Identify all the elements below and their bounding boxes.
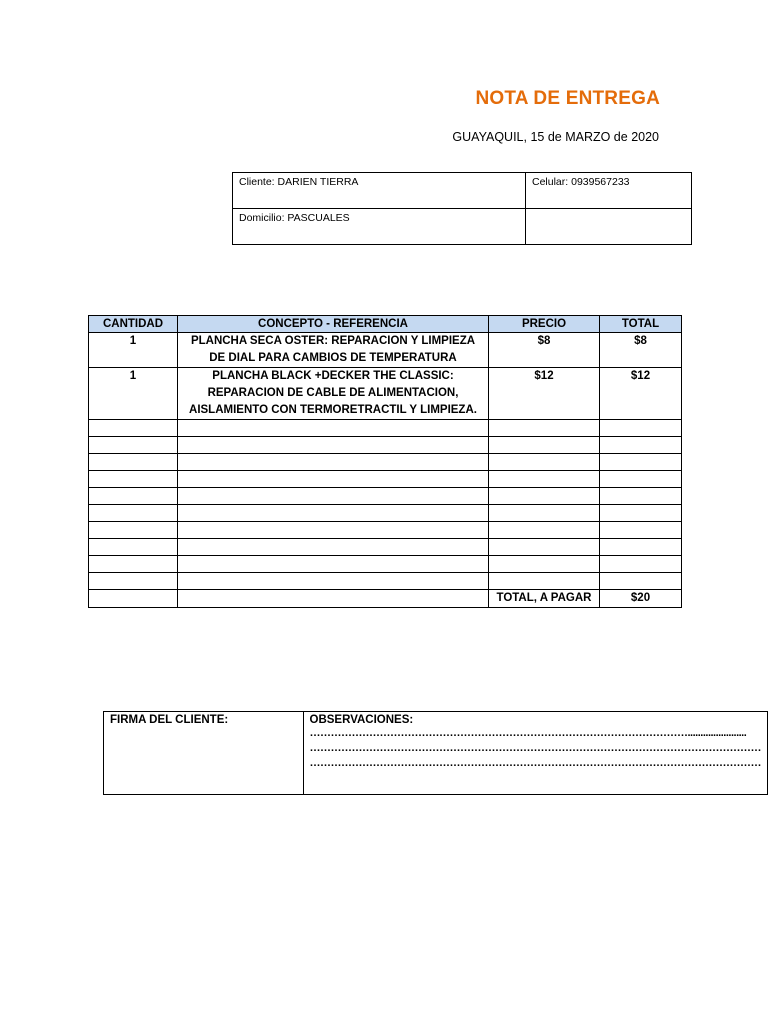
empty-table-row (89, 505, 682, 522)
table-row (89, 368, 682, 420)
row-precio: $12 (489, 368, 600, 420)
items-header-row (89, 316, 682, 333)
empty-cell (89, 437, 178, 454)
empty-cell (489, 556, 600, 573)
empty-table-row (89, 454, 682, 471)
empty-cell (600, 539, 682, 556)
empty-cell (600, 454, 682, 471)
empty-table-row (89, 522, 682, 539)
observation-line: ………………………………………………………………………………………………....................... (309, 727, 747, 739)
empty-cell (489, 522, 600, 539)
empty-cell (600, 573, 682, 590)
header-total: TOTAL (600, 316, 682, 333)
row-concepto: PLANCHA BLACK +DECKER THE CLASSIC: REPARACION DE CABLE DE ALIMENTACION, AISLAMIENTO CON TERMORETRACTIL Y LIMPIEZA. (178, 368, 489, 420)
empty-cell (178, 539, 489, 556)
empty-cell (89, 556, 178, 573)
empty-cell (178, 522, 489, 539)
client-name: Cliente: DARIEN TIERRA (233, 173, 526, 209)
empty-cell (178, 454, 489, 471)
empty-cell (178, 437, 489, 454)
empty-table-row (89, 556, 682, 573)
empty-table-row (89, 471, 682, 488)
table-row (89, 333, 682, 368)
header-precio: PRECIO (489, 316, 600, 333)
empty-cell (89, 420, 178, 437)
client-extra-cell (526, 209, 692, 245)
document-title: NOTA DE ENTREGA (475, 88, 660, 109)
client-phone: Celular: 0939567233 (526, 173, 692, 209)
empty-cell (89, 522, 178, 539)
empty-cell (600, 437, 682, 454)
empty-cell (89, 454, 178, 471)
empty-cell (489, 437, 600, 454)
client-signature-label: FIRMA DEL CLIENTE: (110, 714, 229, 726)
empty-cell (178, 420, 489, 437)
empty-table-row (89, 488, 682, 505)
empty-table-row (89, 420, 682, 437)
client-address: Domicilio: PASCUALES (233, 209, 526, 245)
items-table (88, 315, 682, 608)
empty-cell (489, 573, 600, 590)
empty-cell (489, 488, 600, 505)
empty-table-row (89, 437, 682, 454)
empty-cell (600, 471, 682, 488)
total-row-empty-1 (89, 590, 178, 608)
row-total: $8 (600, 333, 682, 368)
empty-cell (178, 556, 489, 573)
empty-cell (600, 420, 682, 437)
empty-cell (489, 471, 600, 488)
header-cantidad: CANTIDAD (89, 316, 178, 333)
empty-cell (178, 505, 489, 522)
row-cantidad: 1 (89, 333, 178, 368)
empty-cell (600, 522, 682, 539)
row-cantidad: 1 (89, 368, 178, 420)
client-info-box (232, 172, 692, 245)
empty-cell (489, 454, 600, 471)
empty-cell (89, 505, 178, 522)
header-concepto: CONCEPTO - REFERENCIA (178, 316, 489, 333)
observation-line: ………………………………………………………………………………………………………………… (309, 742, 761, 754)
empty-cell (489, 539, 600, 556)
total-value: $20 (600, 590, 682, 608)
empty-cell (89, 471, 178, 488)
observation-line: ………………………………………………………………………………………………………………… (309, 757, 761, 769)
empty-cell (600, 556, 682, 573)
empty-cell (89, 539, 178, 556)
empty-table-row (89, 573, 682, 590)
empty-cell (89, 488, 178, 505)
total-row-empty-2 (178, 590, 489, 608)
observations-label: OBSERVACIONES: (309, 714, 414, 726)
row-concepto: PLANCHA SECA OSTER: REPARACION Y LIMPIEZA DE DIAL PARA CAMBIOS DE TEMPERATURA (178, 333, 489, 368)
empty-cell (600, 505, 682, 522)
empty-table-row (89, 539, 682, 556)
total-row (89, 590, 682, 608)
empty-cell (178, 488, 489, 505)
total-label: TOTAL, A PAGAR (489, 590, 600, 608)
empty-cell (178, 573, 489, 590)
row-precio: $8 (489, 333, 600, 368)
empty-cell (89, 573, 178, 590)
empty-cell (600, 488, 682, 505)
row-total: $12 (600, 368, 682, 420)
empty-cell (178, 471, 489, 488)
empty-cell (489, 420, 600, 437)
empty-cell (489, 505, 600, 522)
signature-box (103, 711, 768, 795)
date-line: GUAYAQUIL, 15 de MARZO de 2020 (452, 130, 659, 144)
